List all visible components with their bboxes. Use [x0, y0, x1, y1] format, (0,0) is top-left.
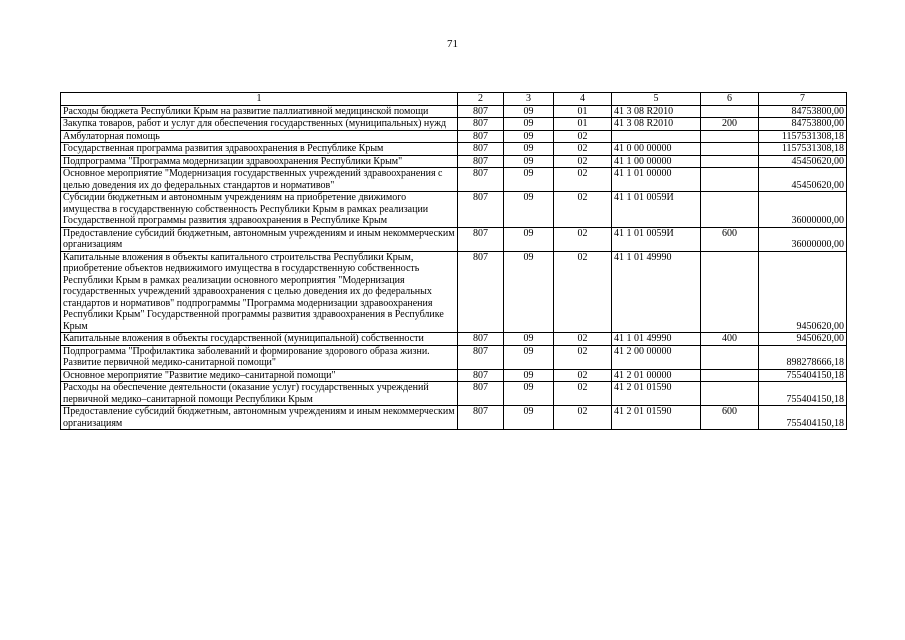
row-name-cell: Капитальные вложения в объекты государственной (муниципальной) собственности — [61, 333, 458, 346]
subsection-code-cell: 02 — [554, 382, 612, 406]
amount-cell: 45450620,00 — [759, 168, 847, 192]
ministry-code-cell: 807 — [458, 105, 504, 118]
ministry-code-cell: 807 — [458, 143, 504, 156]
target-article-cell: 41 3 08 R2010 — [612, 118, 701, 131]
section-code-cell: 09 — [504, 118, 554, 131]
table-row — [61, 130, 847, 143]
ministry-code-cell: 807 — [458, 369, 504, 382]
amount-cell: 755404150,18 — [759, 369, 847, 382]
subsection-code-cell: 02 — [554, 143, 612, 156]
row-name-cell: Подпрограмма "Программа модернизации здравоохранения Республики Крым" — [61, 155, 458, 168]
table-row — [61, 333, 847, 346]
row-name-cell: Капитальные вложения в объекты капитального строительства Республики Крым, приобретение объектов недвижимого имущества в государственную собственность Республики Крым в рамках реализации основного мероприятия "Модернизация государственных учреждений здравоохранения с целью доведения их до федеральных стандартов и нормативов" подпрограммы "Программа модернизации здравоохранения Республики Крым" Государственной программы развития здравоохранения в Республике Крым — [61, 251, 458, 333]
expense-type-cell — [701, 130, 759, 143]
row-name-cell: Предоставление субсидий бюджетным, автономным учреждениям и иным некоммерческим организациям — [61, 227, 458, 251]
column-header: 1 — [61, 93, 458, 106]
subsection-code-cell: 02 — [554, 192, 612, 228]
expense-type-cell — [701, 192, 759, 228]
amount-cell: 45450620,00 — [759, 155, 847, 168]
amount-cell: 1157531308,18 — [759, 143, 847, 156]
ministry-code-cell: 807 — [458, 406, 504, 430]
section-code-cell: 09 — [504, 333, 554, 346]
column-header: 4 — [554, 93, 612, 106]
section-code-cell: 09 — [504, 227, 554, 251]
section-code-cell: 09 — [504, 251, 554, 333]
target-article-cell: 41 3 08 R2010 — [612, 105, 701, 118]
expense-type-cell — [701, 251, 759, 333]
table-row — [61, 105, 847, 118]
ministry-code-cell: 807 — [458, 192, 504, 228]
expense-type-cell — [701, 382, 759, 406]
table-row — [61, 143, 847, 156]
ministry-code-cell: 807 — [458, 251, 504, 333]
target-article-cell: 41 1 00 00000 — [612, 155, 701, 168]
ministry-code-cell: 807 — [458, 345, 504, 369]
target-article-cell: 41 1 01 00000 — [612, 168, 701, 192]
amount-cell: 84753800,00 — [759, 105, 847, 118]
target-article-cell: 41 2 01 00000 — [612, 369, 701, 382]
target-article-cell: 41 1 01 0059И — [612, 227, 701, 251]
section-code-cell: 09 — [504, 345, 554, 369]
target-article-cell: 41 2 01 01590 — [612, 382, 701, 406]
target-article-cell: 41 2 00 00000 — [612, 345, 701, 369]
subsection-code-cell: 02 — [554, 168, 612, 192]
section-code-cell: 09 — [504, 382, 554, 406]
ministry-code-cell: 807 — [458, 333, 504, 346]
amount-cell: 9450620,00 — [759, 333, 847, 346]
amount-cell: 36000000,00 — [759, 192, 847, 228]
target-article-cell: 41 1 01 0059И — [612, 192, 701, 228]
subsection-code-cell: 02 — [554, 251, 612, 333]
amount-cell: 755404150,18 — [759, 406, 847, 430]
row-name-cell: Закупка товаров, работ и услуг для обеспечения государственных (муниципальных) нужд — [61, 118, 458, 131]
table-row — [61, 369, 847, 382]
amount-cell: 84753800,00 — [759, 118, 847, 131]
row-name-cell: Предоставление субсидий бюджетным, автономным учреждениям и иным некоммерческим организациям — [61, 406, 458, 430]
ministry-code-cell: 807 — [458, 168, 504, 192]
table-row — [61, 382, 847, 406]
table-row — [61, 168, 847, 192]
expense-type-cell: 600 — [701, 227, 759, 251]
row-name-cell: Расходы на обеспечение деятельности (оказание услуг) государственных учреждений первичной медико–санитарной помощи Республики Крым — [61, 382, 458, 406]
expense-type-cell: 600 — [701, 406, 759, 430]
subsection-code-cell: 02 — [554, 333, 612, 346]
subsection-code-cell: 02 — [554, 227, 612, 251]
section-code-cell: 09 — [504, 155, 554, 168]
subsection-code-cell: 01 — [554, 118, 612, 131]
target-article-cell: 41 1 01 49990 — [612, 333, 701, 346]
expense-type-cell — [701, 155, 759, 168]
ministry-code-cell: 807 — [458, 382, 504, 406]
expense-type-cell — [701, 105, 759, 118]
row-name-cell: Основное мероприятие "Модернизация государственных учреждений здравоохранения с целью доведения их до федеральных стандартов и нормативов" — [61, 168, 458, 192]
subsection-code-cell: 02 — [554, 369, 612, 382]
row-name-cell: Государственная программа развития здравоохранения в Республике Крым — [61, 143, 458, 156]
target-article-cell: 41 1 01 49990 — [612, 251, 701, 333]
table-row — [61, 118, 847, 131]
target-article-cell — [612, 130, 701, 143]
amount-cell: 36000000,00 — [759, 227, 847, 251]
ministry-code-cell: 807 — [458, 227, 504, 251]
section-code-cell: 09 — [504, 168, 554, 192]
expense-type-cell: 200 — [701, 118, 759, 131]
subsection-code-cell: 02 — [554, 345, 612, 369]
ministry-code-cell: 807 — [458, 155, 504, 168]
row-name-cell: Расходы бюджета Республики Крым на развитие паллиативной медицинской помощи — [61, 105, 458, 118]
amount-cell: 755404150,18 — [759, 382, 847, 406]
column-header: 6 — [701, 93, 759, 106]
table-row — [61, 227, 847, 251]
column-header: 3 — [504, 93, 554, 106]
section-code-cell: 09 — [504, 406, 554, 430]
subsection-code-cell: 02 — [554, 130, 612, 143]
column-header: 7 — [759, 93, 847, 106]
expense-type-cell — [701, 369, 759, 382]
expense-type-cell: 400 — [701, 333, 759, 346]
subsection-code-cell: 02 — [554, 155, 612, 168]
column-header: 5 — [612, 93, 701, 106]
section-code-cell: 09 — [504, 105, 554, 118]
table-row — [61, 345, 847, 369]
table-row — [61, 155, 847, 168]
row-name-cell: Субсидии бюджетным и автономным учреждениям на приобретение движимого имущества в государственную собственность Республики Крым в рамках реализации Государственной программы развития здравоохранения в Республике Крым — [61, 192, 458, 228]
section-code-cell: 09 — [504, 369, 554, 382]
table-row — [61, 406, 847, 430]
row-name-cell: Амбулаторная помощь — [61, 130, 458, 143]
ministry-code-cell: 807 — [458, 130, 504, 143]
section-code-cell: 09 — [504, 143, 554, 156]
budget-table — [60, 92, 847, 430]
row-name-cell: Подпрограмма "Профилактика заболеваний и формирование здорового образа жизни. Развитие первичной медико-санитарной помощи" — [61, 345, 458, 369]
ministry-code-cell: 807 — [458, 118, 504, 131]
table-header-row — [61, 93, 847, 106]
subsection-code-cell: 01 — [554, 105, 612, 118]
row-name-cell: Основное мероприятие "Развитие медико–санитарной помощи" — [61, 369, 458, 382]
table-row — [61, 192, 847, 228]
column-header: 2 — [458, 93, 504, 106]
page-number: 71 — [447, 38, 458, 50]
subsection-code-cell: 02 — [554, 406, 612, 430]
target-article-cell: 41 2 01 01590 — [612, 406, 701, 430]
expense-type-cell — [701, 143, 759, 156]
target-article-cell: 41 0 00 00000 — [612, 143, 701, 156]
expense-type-cell — [701, 168, 759, 192]
amount-cell: 1157531308,18 — [759, 130, 847, 143]
section-code-cell: 09 — [504, 192, 554, 228]
expense-type-cell — [701, 345, 759, 369]
amount-cell: 9450620,00 — [759, 251, 847, 333]
table-row — [61, 251, 847, 333]
section-code-cell: 09 — [504, 130, 554, 143]
amount-cell: 898278666,18 — [759, 345, 847, 369]
